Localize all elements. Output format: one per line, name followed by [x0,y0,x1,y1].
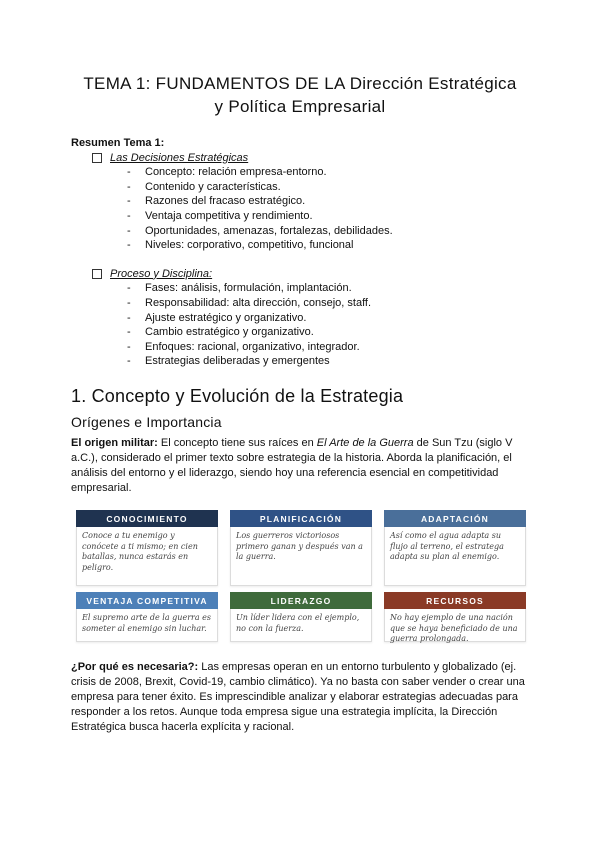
dash-icon: - [127,195,131,208]
dash-icon: - [127,326,131,339]
card-quote: Así como el agua adapta su flujo al terreno, el estratega adapta su plan al enemigo. [384,527,526,586]
summary-heading: Resumen Tema 1: [71,137,165,149]
topic-label: Las Decisiones Estratégicas [110,151,249,164]
list-item: - Ajuste estratégico y organizativo. [127,311,307,324]
quote-card [76,510,218,586]
page-title [40,72,560,118]
dash-icon: - [127,311,131,324]
dash-icon: - [127,355,131,368]
topic-row [92,267,551,282]
card-header: RECURSOS [384,592,526,609]
paragraph-lead: ¿Por qué es necesaria?: [71,661,199,673]
list-item: - Fases: análisis, formulación, implantación. [127,282,352,295]
list-item: - Responsabilidad: alta dirección, consejo, staff. [127,296,372,309]
dash-icon: - [127,224,131,237]
list-item: - Concepto: relación empresa-entorno. [127,166,327,179]
quote-card [384,510,526,586]
topic-bullet-list [92,165,551,253]
dash-icon: - [127,209,131,222]
card-header: LIDERAZGO [230,592,372,609]
topic-decisiones [92,151,551,253]
card-quote: Un líder lidera con el ejemplo, no con la fuerza. [230,609,372,642]
paragraph-lead: El origen militar: [71,437,158,449]
list-item: - Estrategias deliberadas y emergentes [127,355,330,368]
dash-icon: - [127,180,131,193]
checkbox-icon [92,153,102,163]
topic-proceso [92,267,551,369]
topic-bullet-list [92,281,551,369]
subsection-title: Orígenes e Importancia [71,414,222,430]
card-header: PLANIFICACIÓN [230,510,372,527]
summary-section [71,136,551,369]
paragraph-origen-militar: El origen militar: El concepto tiene sus raíces en El Arte de la Guerra de Sun Tzu (siglo V a.C.), considerado el primer texto sobre estrategia de la historia. Aborda la planificación, el análisis del entorno y el liderazgo, siendo hoy una referencia esencial en competitividad empresarial. [71,437,513,494]
list-item: - Enfoques: racional, organizativo, integrador. [127,340,360,353]
book-title: El Arte de la Guerra [316,437,414,449]
card-quote: Conoce a tu enemigo y conócete a ti mismo; en cien batallas, nunca estarás en peligro. [76,527,218,586]
quote-card [230,592,372,642]
card-quote: El supremo arte de la guerra es someter al enemigo sin luchar. [76,609,218,642]
checkbox-icon [92,269,102,279]
section-title: 1. Concepto y Evolución de la Estrategia [71,386,404,406]
topic-label: Proceso y Disciplina: [110,267,213,280]
card-header: VENTAJA COMPETITIVA [76,592,218,609]
list-item: - Oportunidades, amenazas, fortalezas, debilidades. [127,224,393,237]
paragraph-por-que: ¿Por qué es necesaria?: Las empresas operan en un entorno turbulento y globalizado (ej. crisis de 2008, Brexit, Covid-19, cambio climático). Ya no basta con saber vender o crear una empresa para tener éxito. Es imprescindible analizar y elaborar estrategias adecuadas para responder a los retos. Aunque toda empresa sigue una estrategia implícita, la Dirección Estratégica busca hacerla explícita y racional. [71,661,525,733]
quote-card [230,510,372,586]
dash-icon: - [127,282,131,295]
topic-row [92,151,551,166]
quote-card [384,592,526,642]
dash-icon: - [127,340,131,353]
title-line-1: TEMA 1: FUNDAMENTOS DE LA Dirección Estratégica [83,74,517,93]
card-quote: Los guerreros victoriosos primero ganan y después van a la guerra. [230,527,372,586]
dash-icon: - [127,296,131,309]
title-line-2: y Política Empresarial [214,97,386,116]
list-item: - Razones del fracaso estratégico. [127,195,306,208]
dash-icon: - [127,239,131,252]
quote-card [76,592,218,642]
list-item: - Ventaja competitiva y rendimiento. [127,209,313,222]
dash-icon: - [127,166,131,179]
list-item: - Cambio estratégico y organizativo. [127,326,314,339]
list-item: - Contenido y características. [127,180,281,193]
card-header: ADAPTACIÓN [384,510,526,527]
list-item: - Niveles: corporativo, competitivo, funcional [127,239,354,252]
card-quote: No hay ejemplo de una nación que se haya beneficiado de una guerra prolongada. [384,609,526,642]
card-header: CONOCIMIENTO [76,510,218,527]
